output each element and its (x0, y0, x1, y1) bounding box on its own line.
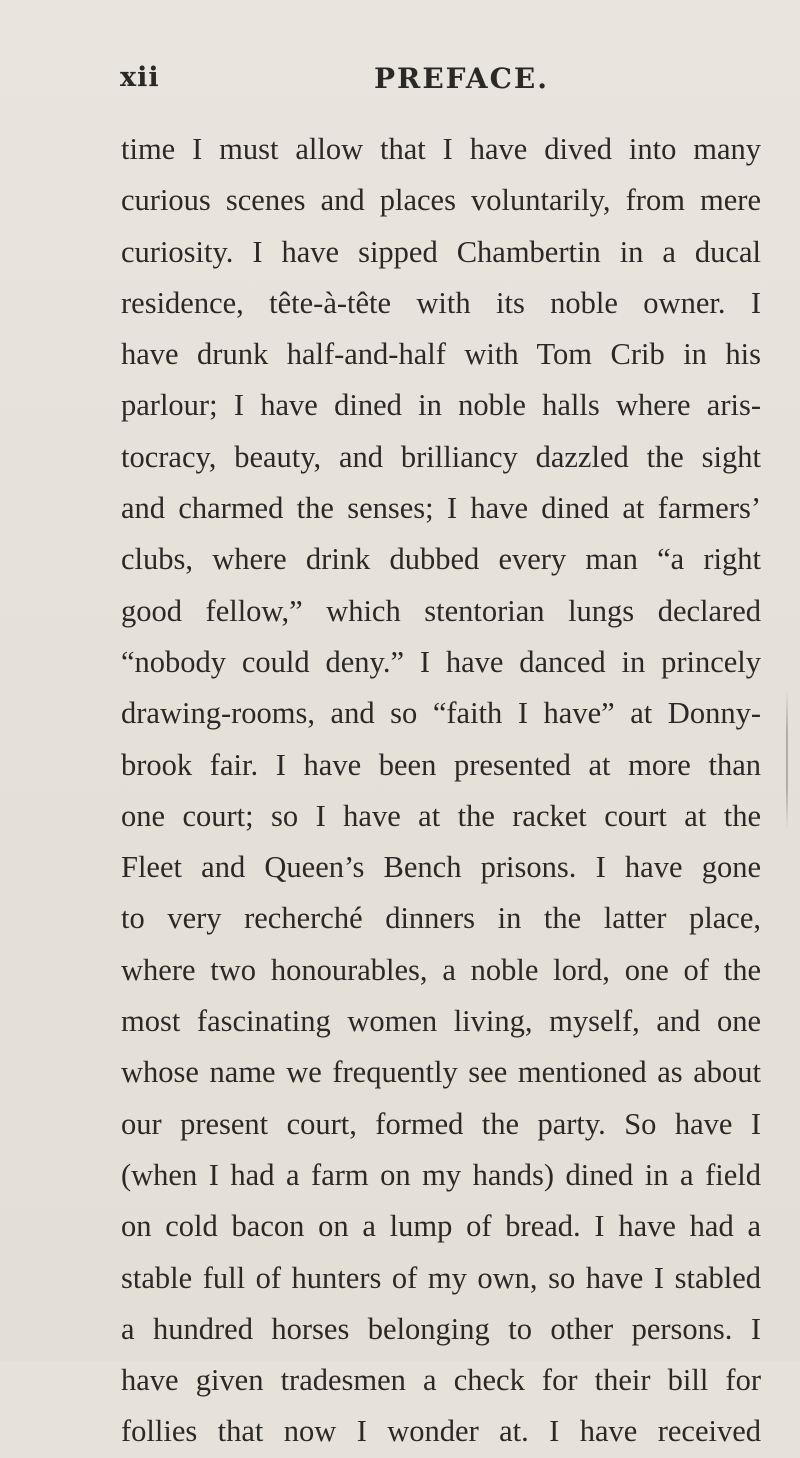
text-line: to very recherché dinners in the latter place, (121, 901, 761, 936)
text-line: drawing-rooms, and so “faith I have” at Donny- (121, 696, 761, 731)
text-line: have drunk half-and-half with Tom Crib in his (121, 337, 761, 372)
text-line: whose name we frequently see mentioned as about (121, 1055, 761, 1090)
text-line: “nobody could deny.” I have danced in princely (121, 644, 761, 679)
text-line: a hundred horses belonging to other persons. I (121, 1311, 761, 1346)
text-line: tocracy, beauty, and brilliancy dazzled the sight (121, 439, 761, 474)
text-line: time I must allow that I have dived into many (121, 132, 761, 166)
body-text (121, 124, 761, 1458)
page-edge-shadow (786, 690, 788, 830)
text-line: clubs, where drink dubbed every man “a right (121, 542, 761, 577)
text-line: one court; so I have at the racket court at the (121, 798, 761, 833)
text-line: residence, tête-à-tête with its noble owner. I (121, 285, 761, 320)
text-line: on cold bacon on a lump of bread. I have had a (121, 1209, 761, 1244)
text-line: follies that now I wonder at. I have received (121, 1414, 761, 1449)
text-line: our present court, formed the party. So have I (121, 1106, 761, 1141)
page-number: xii (120, 62, 160, 93)
text-line: parlour; I have dined in noble halls where aris- (121, 388, 761, 423)
text-line: curious scenes and places voluntarily, from mere (121, 183, 761, 218)
text-line: have given tradesmen a check for their bill for (121, 1363, 761, 1398)
text-line: and charmed the senses; I have dined at farmers’ (121, 491, 761, 526)
text-line: brook fair. I have been presented at more than (121, 747, 761, 782)
text-line: (when I had a farm on my hands) dined in a field (121, 1157, 761, 1192)
text-line: where two honourables, a noble lord, one of the (121, 952, 761, 987)
text-line: curiosity. I have sipped Chambertin in a ducal (121, 234, 761, 269)
text-line: Fleet and Queen’s Bench prisons. I have gone (121, 850, 761, 885)
text-line: good fellow,” which stentorian lungs declared (121, 593, 761, 628)
text-line: most fascinating women living, myself, and one (121, 1004, 761, 1039)
text-line: stable full of hunters of my own, so have I stabled (121, 1260, 761, 1295)
page-header (120, 62, 760, 102)
running-head: PREFACE. (374, 62, 550, 95)
